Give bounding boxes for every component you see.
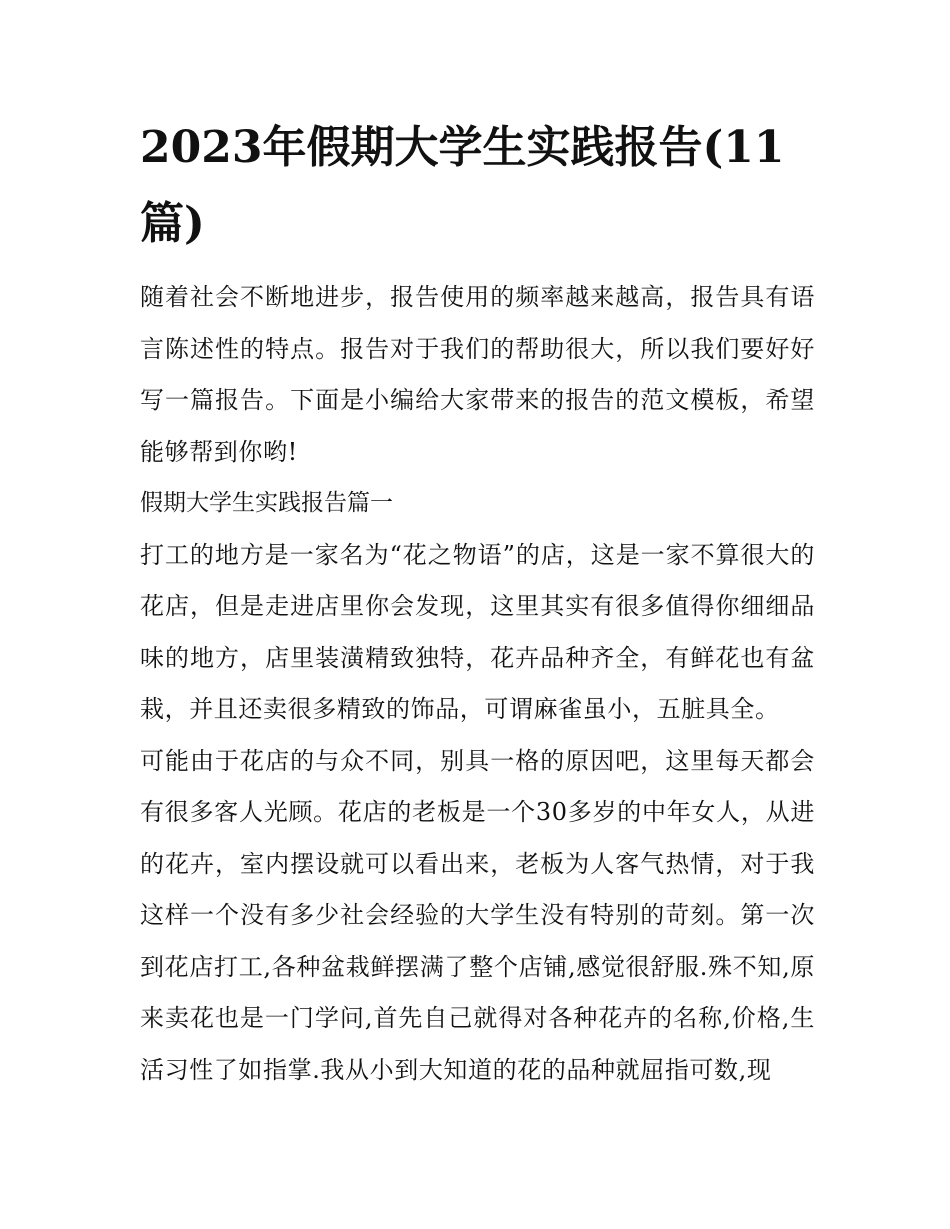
body-paragraph-1: 打工的地方是一家名为“花之物语”的店，这是一家不算很大的花店，但是走进店里你会发现，这里其实有很多值得你细细品味的地方，店里装潢精致独特，花卉品种齐全，有鲜花也有盆栽，并且还卖很多精致的饰品，可谓麻雀虽小，五脏具全。 — [140, 540, 815, 723]
section-heading: 假期大学生实践报告篇一 — [140, 490, 393, 516]
document-title: 2023年假期大学生实践报告(11篇) — [140, 122, 785, 249]
document-page — [140, 110, 815, 1096]
intro-paragraph: 随着社会不断地进步，报告使用的频率越来越高，报告具有语言陈述性的特点。报告对于我们的帮助很大，所以我们要好好写一篇报告。下面是小编给大家带来的报告的范文模板，希望能够帮到你哟! — [140, 283, 815, 466]
body-paragraph-2: 可能由于花店的与众不同，别具一格的原因吧，这里每天都会有很多客人光顾。花店的老板是一个30多岁的中年女人，从进的花卉，室内摆设就可以看出来，老板为人客气热情，对于我这样一个没有多少社会经验的大学生没有特别的苛刻。第一次到花店打工,各种盆栽鲜摆满了整个店铺,感觉很舒服.殊不知,原来卖花也是一门学问,首先自己就得对各种花卉的名称,价格,生活习性了如指掌.我从小到大知道的花的品种就屈指可数,现 — [140, 746, 815, 1084]
